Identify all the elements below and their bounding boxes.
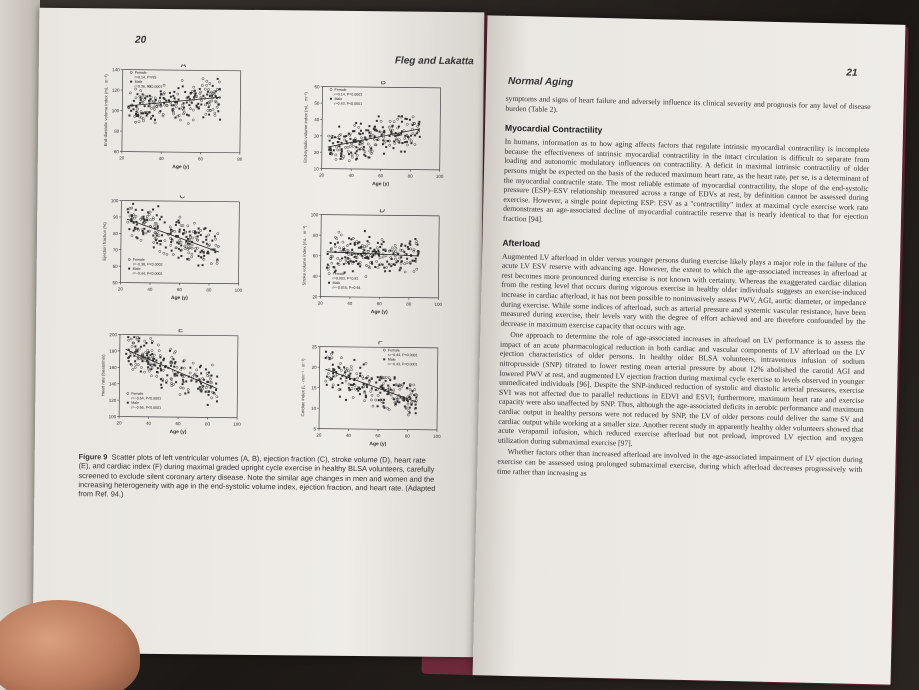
right-page-number: 21: [846, 67, 858, 79]
x-tick-label: 80: [404, 433, 410, 439]
legend-entry: Male: [387, 357, 396, 362]
legend-marker-male: [128, 268, 130, 270]
x-tick-label: 60: [176, 287, 182, 293]
panel-letter: A: [180, 63, 187, 70]
scatter-panel-a: [100, 63, 251, 180]
legend-marker-female: [383, 349, 385, 351]
y-tick-label: 140: [108, 381, 117, 387]
legend-marker-male: [328, 282, 330, 284]
legend-entry: r=0.14, P=0.0003: [334, 92, 363, 97]
legend-entry: Female: [334, 87, 347, 92]
x-tick-label: 100: [233, 421, 241, 427]
y-tick-label: 100: [110, 198, 119, 204]
scatter-panel-e: [97, 328, 248, 445]
x-tick-label: 40: [348, 172, 354, 178]
legend-marker-male: [127, 402, 129, 404]
x-tick-label: 20: [117, 286, 123, 292]
x-tick-label: 100: [435, 173, 444, 179]
y-tick-label: 200: [109, 332, 117, 338]
y-tick-label: 140: [112, 67, 120, 73]
paragraph: Augmented LV afterload in older versus younger persons during exercise likely plays a major role in the failure of the acute LV ESV reserve with advancing age. However, the extent to which the age-associated increases in afterload at rest becomes more pronounced during exercise is not known with certainty. Whereas the exaggerated cardiac dilation from the resting level that occurs during vigorous exercise in healthy older individuals suggests an exercise-induced increase in cardiac afterload, it has not been possible to noninvasively assess PWV, AGI, aortic diameter, or impedance during exercise. While some indices of afterload, such as arterial pressure and systemic vascular resistance, have been measured during exercise, their levels vary with the degree of effort achieved and are therefore confounded by the decrease in maximum exercise capacity that occurs with age.: [500, 251, 868, 332]
y-tick-label: 60: [113, 149, 119, 155]
y-axis-label: Stroke volume index (mL · m⁻²): [301, 225, 308, 286]
legend-entry: r=−0.44, P<0.0001: [132, 271, 163, 276]
y-tick-label: 50: [112, 280, 118, 286]
x-axis-label: Age (y): [369, 441, 387, 448]
y-tick-label: 20: [313, 149, 319, 156]
panel-letter: F: [377, 340, 383, 347]
y-tick-label: 40: [314, 117, 320, 123]
x-tick-label: 40: [345, 432, 351, 438]
scatter-plot-svg: [299, 80, 450, 197]
legend-entry: r=0.14, P=NS: [134, 75, 157, 80]
y-tick-label: 25: [311, 344, 317, 350]
x-tick-label: 100: [433, 433, 441, 439]
y-tick-label: 80: [312, 232, 319, 238]
y-tick-label: 180: [109, 348, 117, 354]
y-axis-label: End-diastolic volume index (mL · m⁻²): [102, 74, 109, 147]
regression-line: [125, 349, 217, 388]
y-tick-label: 70: [112, 247, 118, 253]
y-tick-label: 60: [312, 253, 318, 259]
left-running-head: Fleg and Lakatta: [394, 55, 474, 68]
x-tick-label: 80: [205, 421, 211, 427]
x-tick-label: 40: [147, 286, 153, 292]
y-tick-label: 20: [311, 364, 317, 370]
right-running-head: Normal Aging: [507, 75, 574, 89]
legend-entry: Male: [132, 266, 141, 271]
legend-entry: Male: [334, 96, 343, 102]
legend-entry: r=−0.016, P=0.94: [332, 285, 361, 290]
regression-line: [127, 219, 219, 252]
figure-caption-text: Scatter plots of left ventricular volumes (A, B), ejection fraction (C), stroke volume (D), heart rate (E), and cardiac index (F) during maximal graded upright cycle exercise in healthy BLSA volunteers, carefully screened to exclude silent coronary artery disease. Note the similar age changes in men and women and the increasing heterogeneity with age in the end-systolic volume index, ejection fraction, and heart rate. (Adapted from Ref. 94.): [78, 452, 436, 499]
x-tick-label: 20: [319, 172, 325, 178]
y-tick-label: 120: [111, 87, 120, 93]
y-tick-label: 10: [311, 405, 317, 411]
x-tick-label: 60: [378, 173, 384, 179]
legend-marker-female: [128, 258, 130, 260]
right-text-column: [497, 94, 871, 486]
scatter-panel-f: [297, 340, 448, 457]
x-axis-label: Age (y): [372, 181, 390, 188]
scatter-plot-svg: [98, 194, 249, 311]
y-tick-label: 50: [314, 100, 320, 106]
scatter-plot-svg: [297, 340, 448, 457]
y-axis-label: Cardiac index (L · min⁻¹ · m⁻²): [300, 358, 306, 417]
section-heading-afterload: Afterload: [502, 237, 541, 249]
paragraph: One approach to determine the role of age-associated increases in afterload on LV performance is to assess the impact of an acute pharmacological reduction in both cardiac and vascular components of LV afterload on the LV ejection characteristics of older persons. In healthy older BLSA volunteers, intravenous infusion of sodium nitroprusside (SNP) titrated to lower resting mean arterial pressure by about 12% abolished the carotid AGI and lowered PWV at rest, and augmented LV ejection fraction during maximal cycle exercise to levels observed in younger unmedicated individuals [96]. Despite the SNP-induced reduction of systolic and diastolic arterial pressures, exercise SVI was not affected due to parallel reductions in EDVI and ESVI; furthermore, maximum heart rate and exercise capacity were also unaffected by SNP. Thus, although the age-associated deficits in aerobic performance and maximum cardiac output in healthy persons were not reduced by SNP, the LV of older persons could deliver the same SV and cardiac output while working at a smaller size. Another recent study in apparently healthy older volunteers showed that acute verapamil infusion, which reduced exercise afterload but not preload, improved LV ejection and oxygen utilization during submaximal exercise [97].: [497, 330, 866, 448]
legend-entry: Female: [132, 257, 145, 262]
y-tick-label: 40: [312, 273, 318, 279]
legend-marker-male: [330, 98, 332, 100]
y-tick-label: 10: [313, 166, 319, 172]
legend-entry: Female: [332, 271, 345, 276]
scatter-panel-c: [98, 194, 249, 311]
legend-entry: r=0.003, P=0.81: [332, 276, 359, 281]
legend-entry: Female: [387, 348, 400, 353]
figure-caption: [78, 452, 438, 502]
legend-entry: r=−0.64, P<0.0001: [131, 396, 162, 401]
y-tick-label: 100: [108, 414, 117, 420]
legend-entry: Female: [131, 391, 144, 396]
scatter-plot-svg: [100, 63, 251, 180]
y-axis-label: Heart rate (beats/min): [100, 354, 106, 397]
x-tick-label: 80: [237, 156, 243, 162]
legend-entry: r=0.43, P<0.0001: [334, 101, 363, 106]
y-tick-label: 120: [108, 397, 117, 403]
legend-entry: Female: [134, 70, 147, 75]
x-tick-label: 100: [234, 287, 243, 293]
left-page: [33, 8, 485, 658]
x-axis-label: Age (y): [172, 164, 190, 171]
y-tick-label: 30: [314, 133, 320, 139]
y-tick-label: 100: [310, 212, 319, 218]
y-tick-label: 60: [314, 84, 320, 90]
legend-marker-female: [130, 71, 132, 73]
legend-entry: Male: [332, 280, 341, 286]
y-tick-label: 90: [113, 214, 119, 220]
figure-caption-label: Figure 9: [78, 452, 108, 462]
x-tick-label: 80: [206, 287, 212, 293]
scatter-plot-svg: [298, 208, 449, 325]
x-tick-label: 40: [347, 300, 353, 306]
x-axis-label: Age (y): [370, 309, 388, 316]
paragraph: In humans, information as to how aging affects factors that regulate intrinsic myocardial contractility is incomplete because the effectiveness of intrinsic myocardial contractility in the intact circulation is difficult to separate from loading and autonomic modulatory influences on contractility. A deficit in maximal intrinsic contractility of older persons might be expected on the basis of the reduced maximum heart rate, as the heart rate, per se, is a determinant of the myocardial contractile state. The most reliable estimate of myocardial contractility, the slope of the end-systolic pressure (ESP)–ESV relationship measured across a range of EDVs at rest, by definition cannot be assessed during exercise. However, a single point depicting ESP: ESV as a "contractility" index at maximal cycle exercise work rate demonstrates an age-associated decline of myocardial contractile reserve that is nearly identical to that for ejection fraction [94].: [502, 136, 870, 224]
x-tick-label: 80: [406, 301, 412, 307]
scatter-panel-b: [299, 80, 450, 197]
right-page: [473, 15, 906, 684]
legend-entry: r=−0.43, P<0.0001: [387, 362, 418, 367]
legend-marker-male: [383, 358, 385, 360]
x-tick-label: 20: [316, 432, 322, 438]
paragraph: Whether factors other than increased afterload are involved in the age-associated impairment of LV ejection during exercise can be assessed using prolonged submaximal exercise, during which afterload decreases progressively with time rather than increasing as: [497, 447, 863, 478]
section-heading-contractility: Myocardial Contractility: [504, 122, 603, 136]
x-tick-label: 60: [375, 433, 381, 439]
legend-entry: r=−0.38, P<0.0002: [132, 262, 163, 267]
y-tick-label: 160: [109, 365, 117, 371]
legend-marker-female: [328, 272, 330, 274]
y-tick-label: 15: [311, 385, 317, 391]
x-tick-label: 20: [317, 300, 323, 306]
left-page-number: 20: [134, 34, 147, 46]
x-tick-label: 60: [197, 156, 204, 162]
legend-marker-female: [127, 392, 129, 394]
legend-entry: Male: [131, 400, 140, 405]
x-tick-label: 60: [376, 301, 382, 307]
y-axis-label: Ejection fraction (%): [101, 222, 108, 261]
panel-letter: C: [179, 194, 186, 201]
y-tick-label: 60: [112, 263, 118, 269]
legend-marker-male: [130, 81, 132, 83]
intro-paragraph: symptoms and signs of heart failure and adversely influence its clinical severity and prognosis for any level of disease burden (Table 2).: [505, 93, 871, 114]
panel-letter: D: [379, 208, 386, 215]
legend-entry: r=−0.66, P<0.0001: [131, 405, 162, 410]
legend-entry: r=−0.44, P<0.0001: [387, 352, 418, 358]
x-tick-label: 20: [119, 155, 125, 161]
scatter-panel-d: [298, 208, 449, 325]
scatter-points: [327, 114, 421, 162]
x-tick-label: 80: [407, 173, 413, 179]
scatter-plot-svg: [97, 328, 248, 445]
y-tick-label: 100: [111, 108, 120, 114]
legend-marker-female: [330, 88, 332, 90]
x-tick-label: 20: [116, 420, 122, 426]
y-tick-label: 5: [313, 426, 317, 432]
x-tick-label: 100: [434, 301, 443, 307]
panel-letter: E: [177, 328, 184, 335]
y-axis-label: End-systolic volume index (mL · m⁻²): [302, 92, 309, 163]
y-tick-label: 80: [112, 231, 119, 237]
y-tick-label: 80: [114, 128, 120, 134]
x-tick-label: 40: [146, 420, 152, 426]
scatter-points: [324, 351, 418, 416]
y-tick-label: 20: [312, 294, 318, 300]
x-axis-label: Age (y): [169, 429, 187, 436]
x-axis-label: Age (y): [170, 295, 188, 302]
legend-entry: r=0.36, P<0.0001: [134, 84, 163, 89]
panel-letter: B: [380, 80, 387, 87]
legend-entry: Male: [134, 79, 143, 84]
x-tick-label: 40: [158, 155, 164, 161]
x-tick-label: 60: [175, 421, 181, 427]
